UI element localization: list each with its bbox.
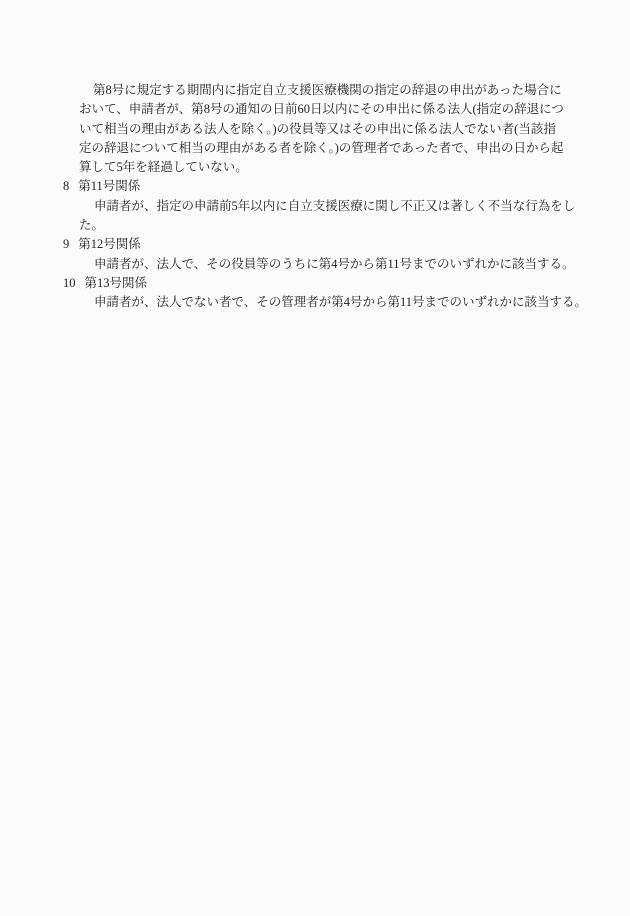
item-body-line: 申請者が、法人で、その役員等のうちに第4号から第11号までのいずれかに該当する。	[94, 256, 575, 271]
item-number: 10	[63, 275, 76, 290]
text-block	[0, 81, 630, 313]
item-heading-row	[0, 235, 630, 254]
intro-paragraph-line: 第8号に規定する期間内に指定自立支援医療機関の指定の辞退の申出があった場合に	[93, 83, 562, 97]
item-number: 8	[63, 179, 70, 194]
item-heading-row	[0, 274, 630, 293]
item-body-line: 申請者が、指定の申請前5年以内に自立支援医療に関し不正又は著しく不当な行為をし	[94, 198, 576, 213]
item-heading-label: 第11号関係	[78, 179, 141, 194]
intro-paragraph-line: 算して5年を経過していない。	[79, 160, 248, 175]
item-heading-label: 第12号関係	[78, 237, 141, 252]
intro-paragraph-line: いて相当の理由がある法人を除く。)の役員等又はその申出に係る法人でない者(当該指	[79, 121, 556, 136]
item-heading-label: 第13号関係	[84, 275, 148, 290]
item-number: 9	[63, 237, 70, 252]
intro-paragraph-line: おいて、申請者が、第8号の通知の日前60日以内にその申出に係る法人(指定の辞退につ	[79, 102, 564, 117]
item-body-line: た。	[79, 218, 105, 233]
item-heading-row	[0, 177, 630, 196]
item-body-line: 申請者が、法人でない者で、その管理者が第4号から第11号までのいずれかに該当する。	[94, 295, 588, 310]
intro-paragraph-line: 定の辞退について相当の理由がある者を除く。)の管理者であった者で、申出の日から起	[79, 140, 564, 155]
